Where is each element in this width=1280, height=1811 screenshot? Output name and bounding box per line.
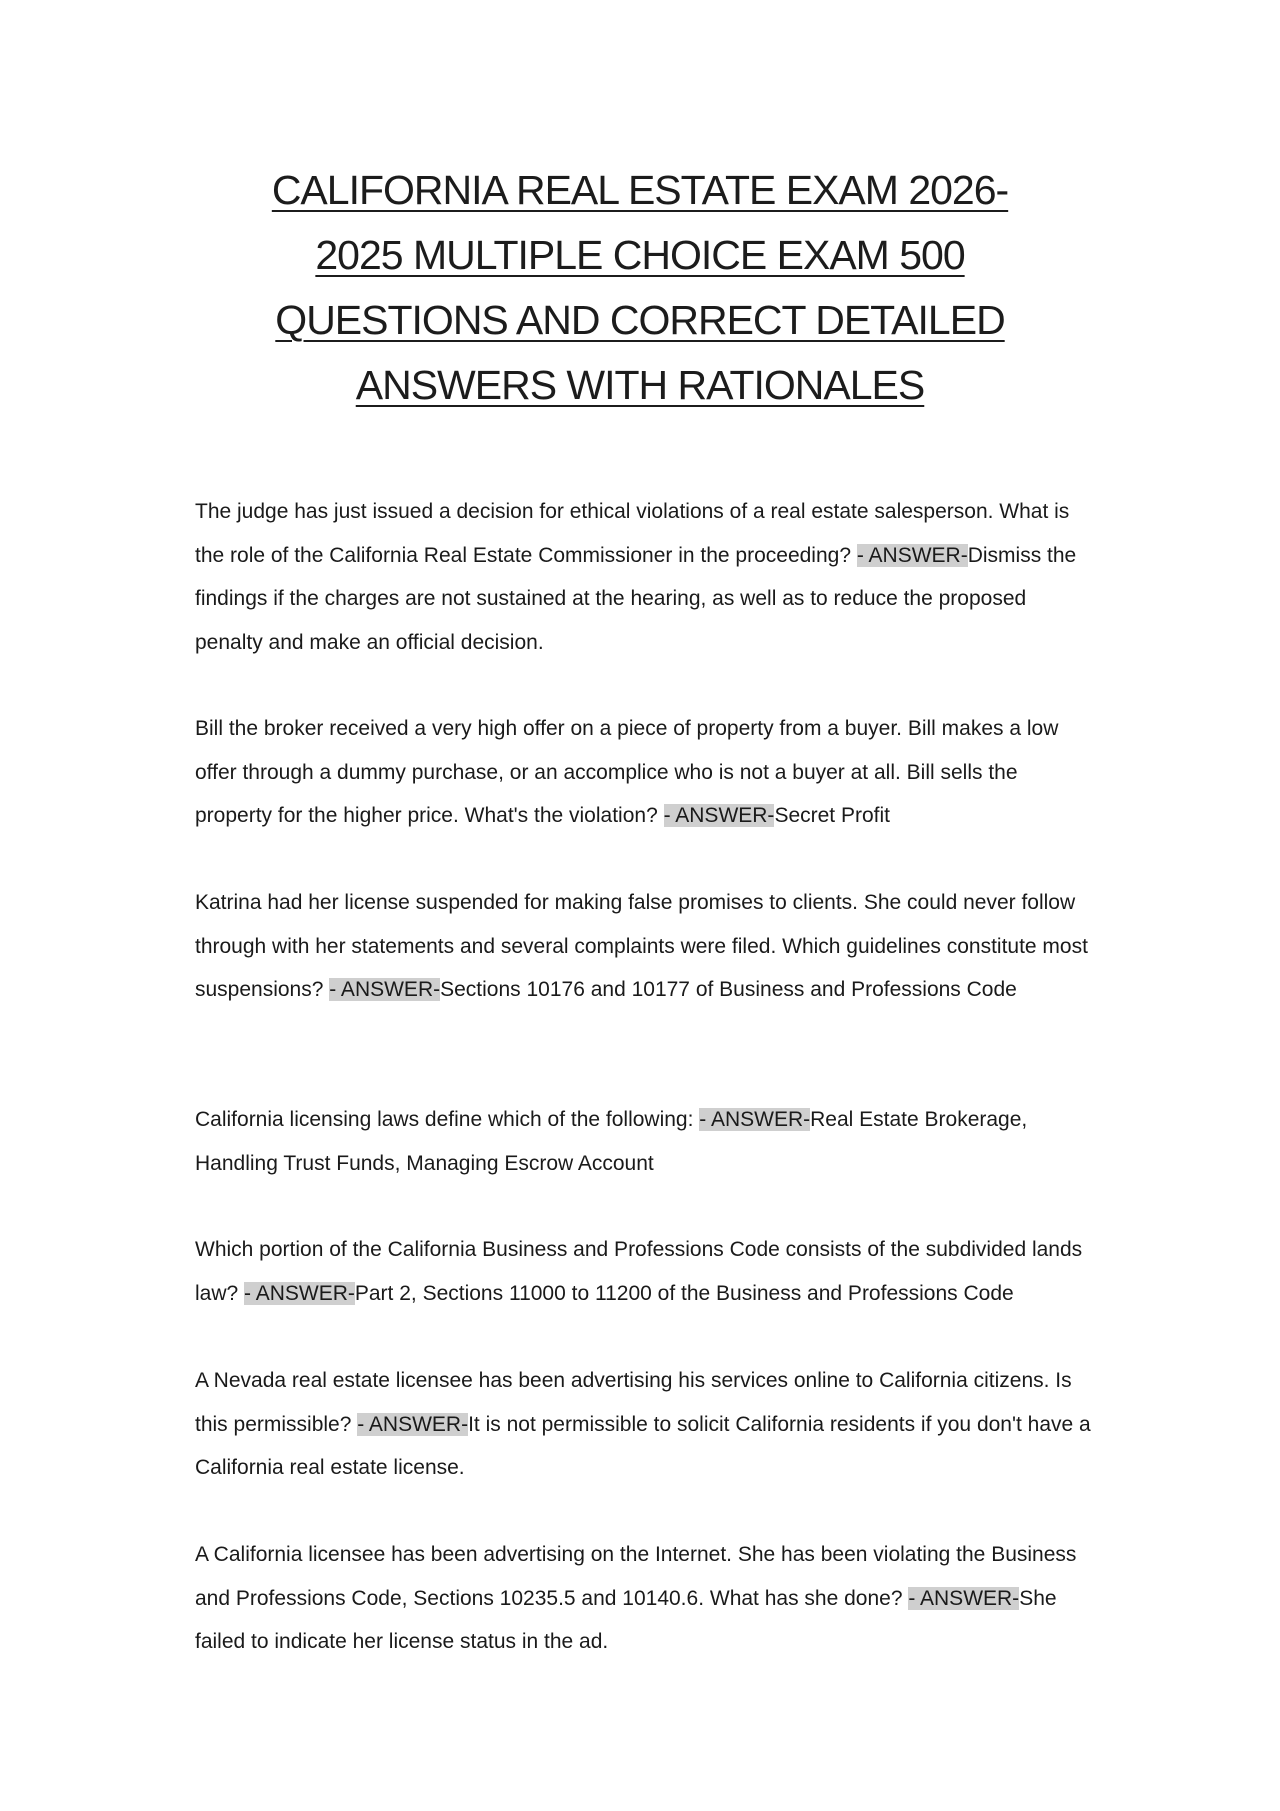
qa-item (195, 707, 1095, 838)
answer-tag: - ANSWER- (699, 1108, 811, 1131)
title-line: CALIFORNIA REAL ESTATE EXAM 2026- (271, 167, 1009, 213)
qa-item (195, 881, 1095, 1012)
question-text: Bill the broker received a very high offer on a piece of property from a buyer. Bill makes a low offer through a dummy purchase, or an accomplice who is not a buyer at all. Bill sells the property for the higher price. What's the violation? (195, 717, 1059, 827)
qa-item (195, 1533, 1095, 1664)
answer-tag: - ANSWER- (856, 543, 968, 567)
title-line: QUESTIONS AND CORRECT DETAILED (275, 297, 1005, 343)
qa-item (195, 1228, 1095, 1315)
answer-text: Real Estate Brokerage, Handling Trust Funds, Managing Escrow Account (195, 1108, 1028, 1175)
question-text: Which portion of the California Business and Professions Code consists of the subdivided lands law? (195, 1238, 1083, 1305)
answer-tag: - ANSWER- (663, 804, 775, 827)
answer-text: Sections 10176 and 10177 of Business and Professions Code (440, 978, 1017, 1001)
question-text: The judge has just issued a decision for ethical violations of a real estate salesperson. What is the role of the California Real Estate Commissioner in the proceeding? (195, 500, 1070, 567)
title-line: ANSWERS WITH RATIONALES (355, 362, 925, 408)
question-text: California licensing laws define which of the following: (195, 1108, 700, 1131)
answer-text: She failed to indicate her license status in the ad. (195, 1586, 1057, 1653)
qa-item (195, 1098, 1095, 1185)
qa-item (195, 490, 1095, 664)
answer-tag: - ANSWER- (244, 1281, 355, 1305)
question-text: Katrina had her license suspended for making false promises to clients. She could never follow through with her statements and several complaints were filed. Which guidelines constitute most suspensions? (195, 891, 1088, 1001)
document-title (200, 158, 1080, 418)
answer-tag: - ANSWER- (357, 1412, 469, 1436)
question-text: A Nevada real estate licensee has been advertising his services online to California citizens. Is this permissible? (195, 1369, 1072, 1436)
answer-tag: - ANSWER- (908, 1586, 1020, 1610)
answer-tag: - ANSWER- (329, 978, 441, 1001)
answer-text: Part 2, Sections 11000 to 11200 of the Business and Professions Code (354, 1281, 1014, 1305)
answer-text: Secret Profit (774, 804, 890, 827)
question-text: A California licensee has been advertising on the Internet. She has been violating the Business and Professions Code, Sections 10235.5 and 10140.6. What has she done? (195, 1543, 1077, 1610)
title-line: 2025 MULTIPLE CHOICE EXAM 500 (315, 232, 965, 278)
answer-text: It is not permissible to solicit California residents if you don't have a California real estate license. (195, 1412, 1091, 1479)
answer-text: Dismiss the findings if the charges are not sustained at the hearing, as well as to reduce the proposed penalty and make an official decision. (195, 543, 1077, 654)
qa-item (195, 1359, 1095, 1490)
